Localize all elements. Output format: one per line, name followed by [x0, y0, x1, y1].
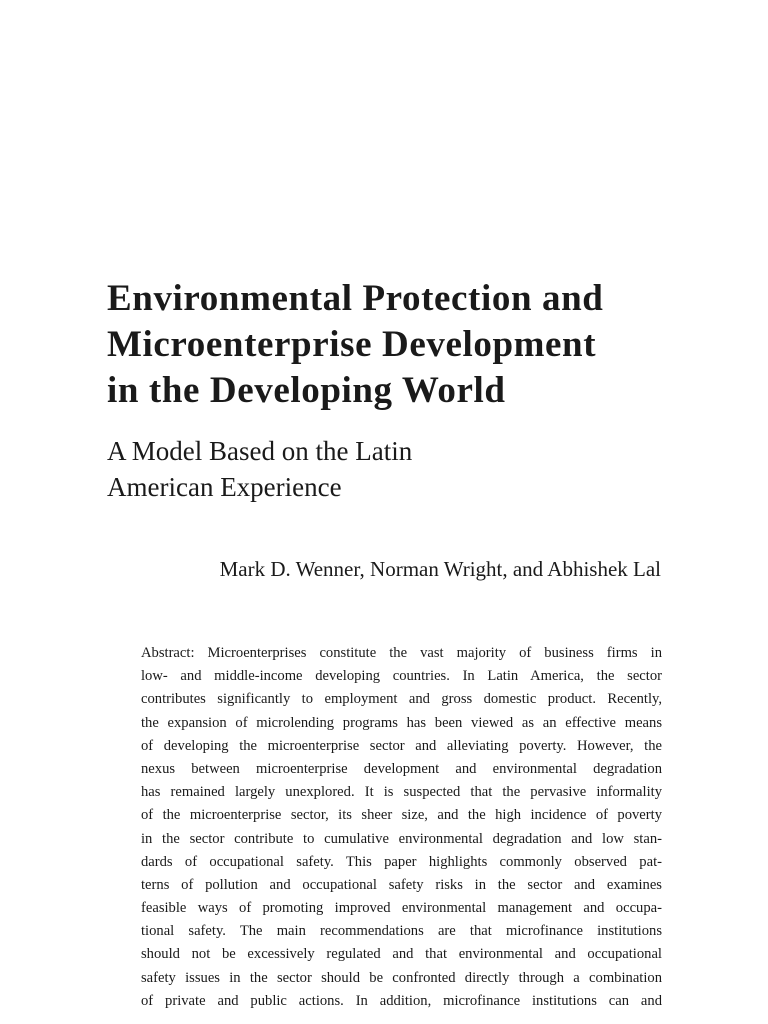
abstract-paragraph	[141, 642, 662, 1013]
article-title	[107, 276, 707, 414]
abstract-line: low- and middle-income developing countries. In Latin America, the sector	[141, 668, 662, 685]
abstract-line: the expansion of microlending programs has been viewed as an effective means	[141, 714, 662, 731]
subtitle-line: A Model Based on the Latin	[107, 436, 413, 466]
abstract-line: should not be excessively regulated and that environmental and occupational	[141, 946, 662, 963]
abstract-line: of private and public actions. In addition, microfinance institutions can and	[141, 992, 662, 1009]
abstract-line: feasible ways of promoting improved environmental management and occupa-	[141, 900, 662, 917]
abstract-line: terns of pollution and occupational safety risks in the sector and examines	[141, 876, 662, 893]
author-list: Mark D. Wenner, Norman Wright, and Abhishek Lal	[219, 557, 661, 581]
abstract-line: safety issues in the sector should be confronted directly through a combination	[141, 969, 662, 986]
abstract-line: tional safety. The main recommendations are that microfinance institutions	[141, 923, 662, 940]
abstract-line: of the microenterprise sector, its sheer size, and the high incidence of poverty	[141, 807, 662, 824]
title-line: in the Developing World	[107, 370, 506, 411]
abstract-line: has remained largely unexplored. It is suspected that the pervasive informality	[141, 784, 662, 801]
abstract-line: of developing the microenterprise sector and alleviating poverty. However, the	[141, 737, 662, 754]
article-subtitle	[107, 433, 667, 505]
title-line: Environmental Protection and	[107, 278, 604, 319]
abstract-line: contributes significantly to employment and gross domestic product. Recently,	[141, 691, 662, 708]
abstract-line: in the sector contribute to cumulative environmental degradation and low stan-	[141, 830, 662, 847]
abstract-line: nexus between microenterprise development and environmental degradation	[141, 760, 662, 777]
abstract-line: dards of occupational safety. This paper highlights commonly observed pat-	[141, 853, 662, 870]
abstract-line: Abstract: Microenterprises constitute the vast majority of business firms in	[141, 645, 662, 661]
subtitle-line: American Experience	[107, 472, 342, 502]
title-line: Microenterprise Development	[107, 324, 597, 365]
